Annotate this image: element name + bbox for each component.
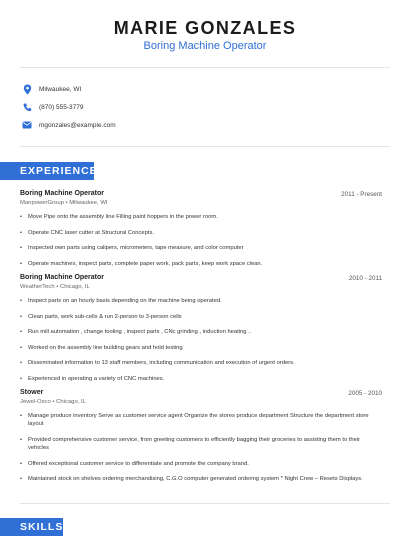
list-item: • Clean parts, work sub-cells & run 2-person to 3-person cells bbox=[20, 313, 370, 321]
list-item: • Experienced in operating a variety of CNC machines. bbox=[20, 375, 370, 383]
list-item: • Maintained stock on shelves ordering merchandising, C.G.O computer generated ordering system * Night Crew – Resets Displays. bbox=[20, 475, 370, 483]
job-dates: 2005 - 2010 bbox=[348, 390, 382, 397]
job-dates: 2010 - 2011 bbox=[348, 275, 382, 282]
list-item: • Disseminated information to 13 staff members, including communication and execution of urgent orders. bbox=[20, 359, 370, 367]
list-item: • Worked on the assembly line building gears and hold testing bbox=[20, 344, 370, 352]
contact-location bbox=[20, 82, 81, 96]
bullet-text: Worked on the assembly line building gears and hold testing bbox=[28, 345, 183, 351]
job-title: Boring Machine Operator bbox=[20, 274, 105, 281]
bullet-text: Offered exceptional customer service to differentiate and promote the company brand. bbox=[28, 461, 249, 467]
company-location: Chicago, IL bbox=[59, 284, 90, 290]
list-item: • Manage produce inventory Serve as customer service agent Organize the stores produce department Structure the department store layout bbox=[20, 413, 369, 427]
bullet-text: Disseminated information to 13 staff members, including communication and execution of urgent orders. bbox=[28, 360, 295, 366]
job-dates: 2011 - Present bbox=[341, 191, 382, 198]
contact-phone-text: (870) 555-3779 bbox=[39, 103, 84, 111]
phone-icon bbox=[20, 100, 34, 114]
job-title: Boring Machine Operator bbox=[20, 190, 105, 197]
company-location: Chicago, IL bbox=[56, 399, 86, 405]
bullet-text: Operate machines, inspect parts, complete paper work, pack parts, keep work space clean. bbox=[28, 261, 263, 267]
header-divider bbox=[20, 67, 390, 68]
company-name: Jewel-Osco bbox=[20, 399, 51, 405]
candidate-name: MARIE GONZALES bbox=[113, 18, 297, 38]
contact-divider bbox=[20, 146, 390, 147]
location-separator: • bbox=[54, 284, 60, 290]
company-name: ManpowerGroup bbox=[20, 200, 64, 206]
location-pin-icon bbox=[20, 82, 34, 96]
bullet-text: Inspected own parts using calipers, micrometers, tape measure, and color computer bbox=[28, 245, 244, 251]
list-item: • Inspected own parts using calipers, micrometers, tape measure, and color computer bbox=[20, 244, 370, 252]
candidate-title: Boring Machine Operator bbox=[143, 40, 267, 52]
bullet-text: Clean parts, work sub-cells & run 2-person to 3-person cells bbox=[28, 314, 182, 320]
contact-phone bbox=[20, 100, 83, 114]
list-item: • Offered exceptional customer service to differentiate and promote the company brand. bbox=[20, 460, 370, 468]
contact-email bbox=[20, 118, 116, 132]
list-item: • Operate machines, inspect parts, complete paper work, pack parts, keep work space clean. bbox=[20, 260, 370, 268]
company-name: WeatherTech bbox=[20, 284, 55, 290]
contact-email-text: mgonzales@example.com bbox=[39, 121, 116, 129]
bullet-text: Experienced in operating a variety of CNC machines. bbox=[28, 376, 165, 382]
job-title: Stower bbox=[20, 389, 44, 396]
bullet-text: Operate CNC laser cutter at Structural Concepts. bbox=[28, 230, 154, 236]
job-company bbox=[20, 200, 108, 206]
experience-heading-label: EXPERIENCE bbox=[20, 165, 98, 177]
location-separator: • bbox=[63, 200, 70, 206]
skills-heading bbox=[0, 518, 63, 536]
experience-divider bbox=[20, 503, 390, 504]
bullet-text: Maintained stock on shelves ordering merchandising, C.G.O computer generated ordering system * Night Crew – Resets Displays. bbox=[28, 476, 363, 482]
list-item: • Inspect parts on an hourly basis depending on the machine being operated. bbox=[20, 297, 370, 305]
list-item: • Provided comprehensive customer service, from greeting customers to efficiently bagging their groceries to assisting them to their vehicles bbox=[20, 436, 370, 452]
list-item: • Operate CNC laser cutter at Structural Concepts. bbox=[20, 229, 370, 237]
job-company bbox=[20, 399, 86, 405]
experience-heading bbox=[0, 162, 98, 180]
envelope-icon bbox=[20, 118, 34, 132]
bullet-text: Inspect parts on an hourly basis depending on the machine being operated. bbox=[28, 298, 222, 304]
bullet-text: Provided comprehensive customer service, from greeting customers to efficiently bagging their groceries to assisting them to their vehicles bbox=[28, 437, 361, 451]
skills-heading-label: SKILLS bbox=[20, 521, 64, 533]
bullet-text: Manage produce inventory Serve as customer service agent Organize the stores produce department Structure the department store layout bbox=[28, 413, 369, 427]
contact-location-text: Milwaukee, WI bbox=[39, 85, 82, 93]
bullet-text: Move Pipe onto the assembly line Filling paint hoppers in the power room. bbox=[28, 214, 218, 220]
bullet-text: Run mill automation , change tooling , inspect parts , CNc grinding , induction heating .. bbox=[28, 329, 252, 335]
location-separator: • bbox=[50, 399, 57, 405]
list-item: • Move Pipe onto the assembly line Filling paint hoppers in the power room. bbox=[20, 213, 370, 221]
company-location: Milwaukee, WI bbox=[69, 200, 108, 206]
list-item: • Run mill automation , change tooling , inspect parts , CNc grinding , induction heating .. bbox=[20, 328, 370, 336]
job-company bbox=[20, 284, 90, 290]
